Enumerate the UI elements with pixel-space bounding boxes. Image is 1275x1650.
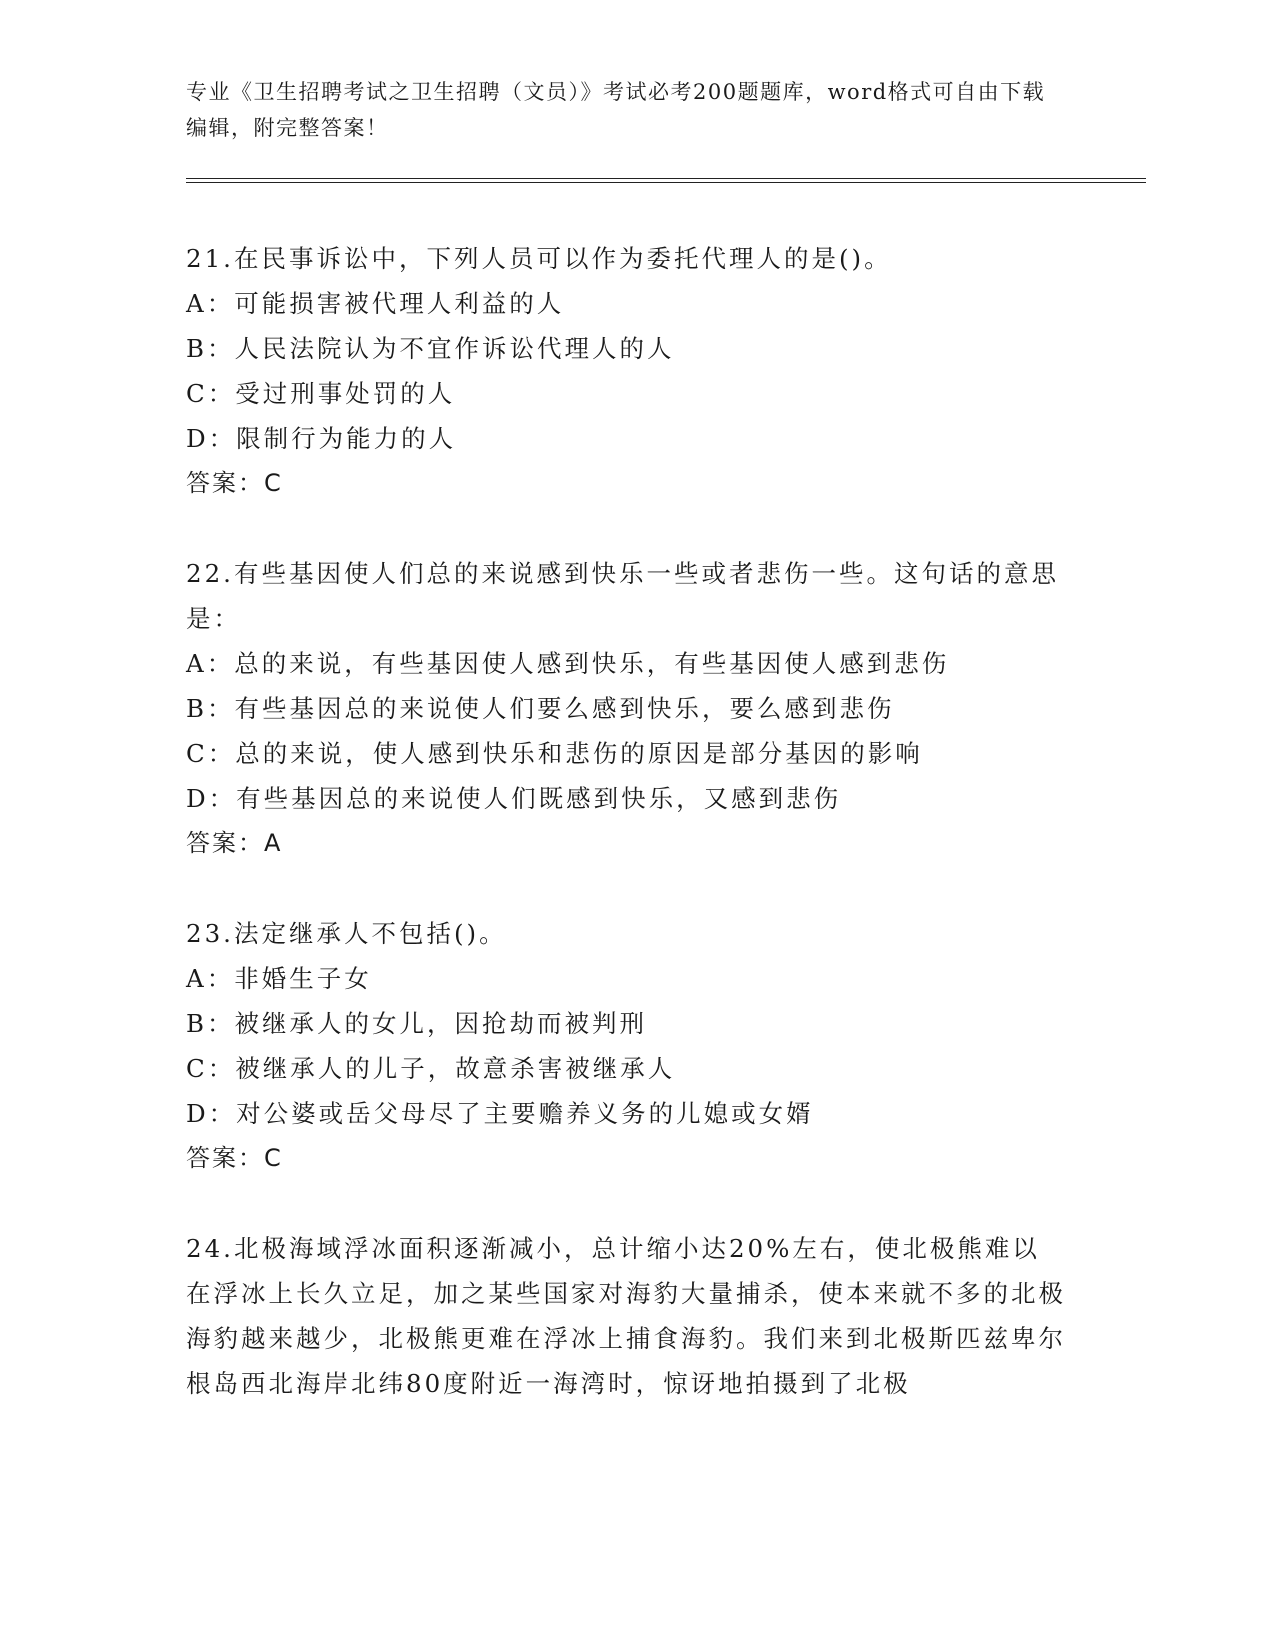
question-22	[186, 551, 1066, 866]
option-d: D：限制行为能力的人	[186, 424, 457, 453]
question-21	[186, 236, 1066, 506]
question-list	[186, 236, 1066, 1451]
header-text: 专业《卫生招聘考试之卫生招聘（文员）》考试必考200题题库，word格式可自由下载编辑，附完整答案！	[186, 80, 1046, 140]
question-stem: 22.有些基因使人们总的来说感到快乐一些或者悲伤一些。这句话的意思是：	[186, 559, 1059, 633]
option-c: C：总的来说，使人感到快乐和悲伤的原因是部分基因的影响	[186, 739, 923, 768]
answer-line: 答案：C	[186, 1144, 283, 1172]
option-b: B：有些基因总的来说使人们要么感到快乐，要么感到悲伤	[186, 694, 895, 723]
option-d: D：对公婆或岳父母尽了主要赡养义务的儿媳或女婿	[186, 1099, 814, 1128]
header-divider-top	[186, 178, 1146, 179]
question-24	[186, 1226, 1066, 1406]
option-a: A：总的来说，有些基因使人感到快乐，有些基因使人感到悲伤	[186, 649, 950, 678]
option-d: D：有些基因总的来说使人们既感到快乐，又感到悲伤	[186, 784, 842, 813]
question-23	[186, 911, 1066, 1181]
option-a: A：非婚生子女	[186, 964, 372, 993]
option-b: B：被继承人的女儿，因抢劫而被判刑	[186, 1009, 648, 1038]
question-stem: 21.在民事诉讼中，下列人员可以作为委托代理人的是()。	[186, 244, 892, 273]
option-a: A：可能损害被代理人利益的人	[186, 289, 565, 318]
document-header	[186, 74, 1066, 146]
answer-line: 答案：A	[186, 829, 283, 857]
option-c: C：被继承人的儿子，故意杀害被继承人	[186, 1054, 676, 1083]
question-stem: 23.法定继承人不包括()。	[186, 919, 507, 948]
option-b: B：人民法院认为不宜作诉讼代理人的人	[186, 334, 675, 363]
question-stem: 24.北极海域浮冰面积逐渐减小，总计缩小达20%左右，使北极熊难以在浮冰上长久立足，加之某些国家对海豹大量捕杀，使本来就不多的北极海豹越来越少，北极熊更难在浮冰上捕食海豹。我们来到北极斯匹兹卑尔根岛西北海岸北纬80度附近一海湾时，惊讶地拍摄到了北极	[186, 1234, 1066, 1398]
header-divider-bottom	[186, 182, 1146, 183]
option-c: C：受过刑事处罚的人	[186, 379, 456, 408]
answer-line: 答案：C	[186, 469, 283, 497]
